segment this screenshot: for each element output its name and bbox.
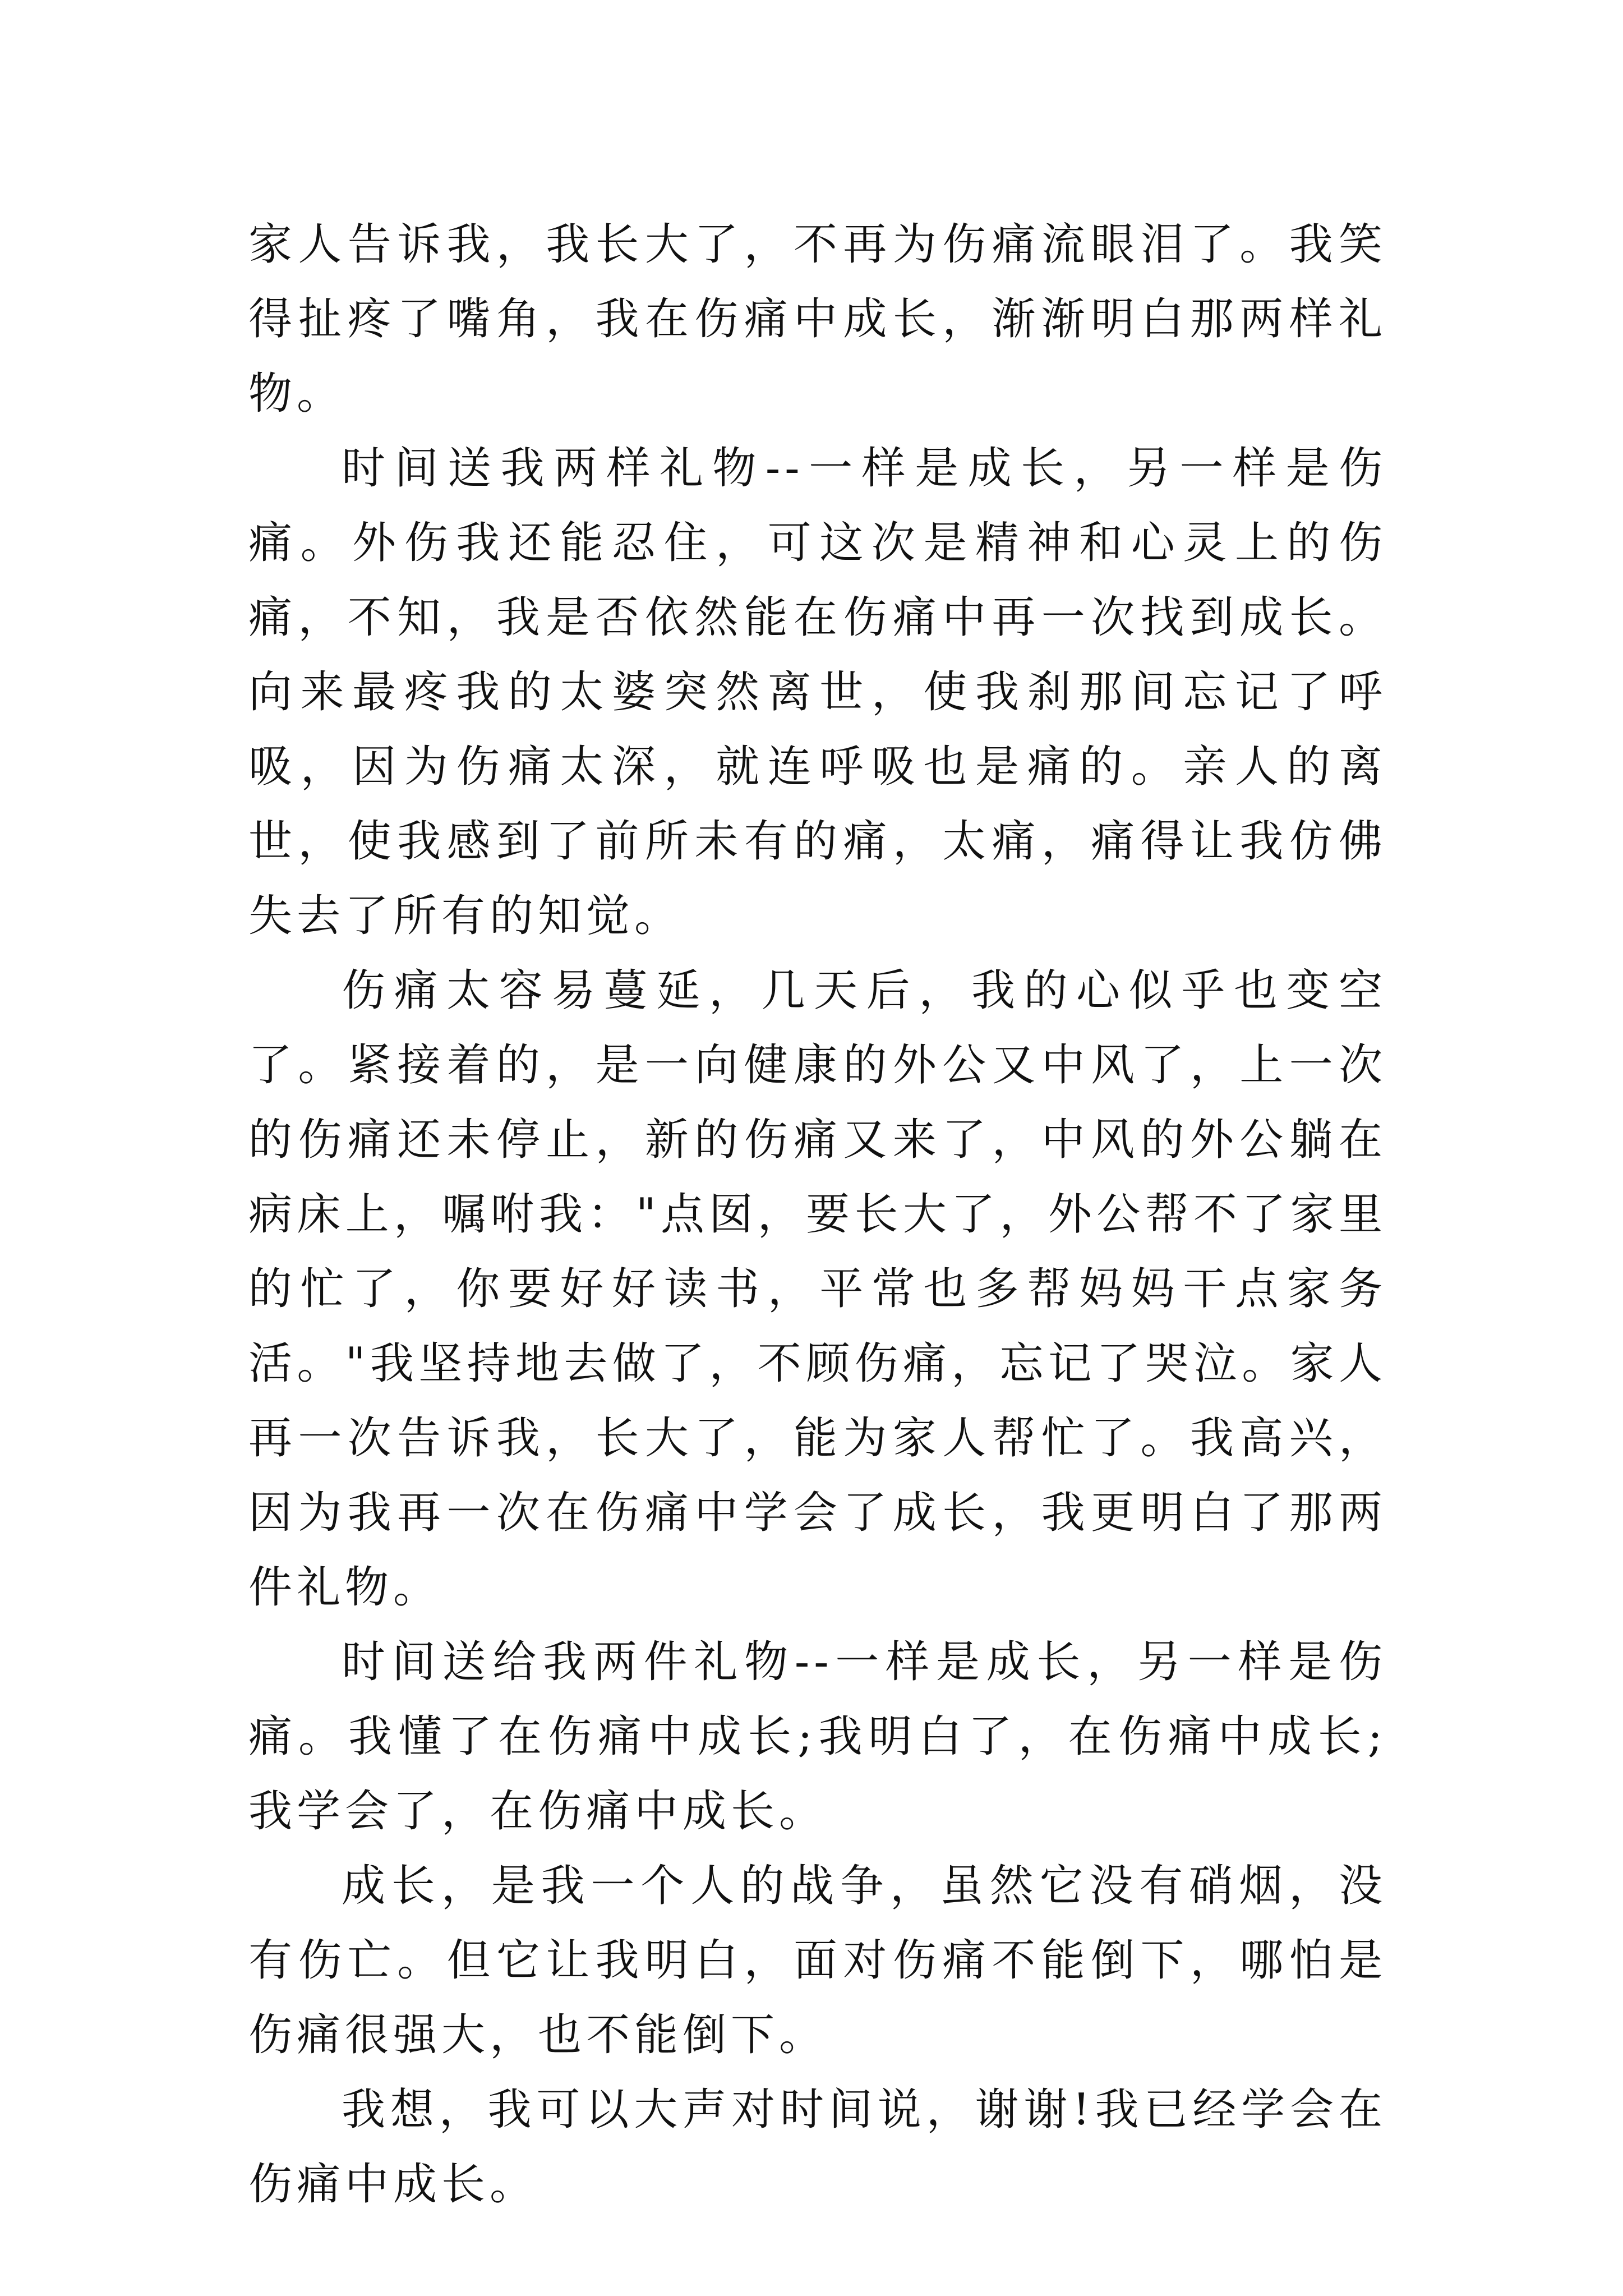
document-body bbox=[248, 208, 1387, 2222]
paragraph: 时间送给我两件礼物--一样是成长，另一样是伤痛。我懂了在伤痛中成长;我明白了，在伤痛中成长;我学会了，在伤痛中成长。 bbox=[248, 1637, 1387, 1837]
paragraph: 成长，是我一个人的战争，虽然它没有硝烟，没有伤亡。但它让我明白，面对伤痛不能倒下，哪怕是伤痛很强大，也不能倒下。 bbox=[248, 1861, 1387, 2060]
paragraph: 时间送我两样礼物--一样是成长，另一样是伤痛。外伤我还能忍住，可这次是精神和心灵上的伤痛，不知，我是否依然能在伤痛中再一次找到成长。向来最疼我的太婆突然离世，使我刹那间忘记了呼吸，因为伤痛太深，就连呼吸也是痛的。亲人的离世，使我感到了前所未有的痛，太痛，痛得让我仿佛失去了所有的知觉。 bbox=[248, 443, 1387, 941]
paragraph: 我想，我可以大声对时间说，谢谢!我已经学会在伤痛中成长。 bbox=[248, 2085, 1387, 2210]
paragraph: 家人告诉我，我长大了，不再为伤痛流眼泪了。我笑得扯疼了嘴角，我在伤痛中成长，渐渐明白那两样礼物。 bbox=[248, 219, 1387, 419]
paragraph: 伤痛太容易蔓延，几天后，我的心似乎也变空了。紧接着的，是一向健康的外公又中风了，上一次的伤痛还未停止，新的伤痛又来了，中风的外公躺在病床上，嘱咐我："点囡，要长大了，外公帮不了家里的忙了，你要好好读书，平常也多帮妈妈干点家务活。"我坚持地去做了，不顾伤痛，忘记了哭泣。家人再一次告诉我，长大了，能为家人帮忙了。我高兴，因为我再一次在伤痛中学会了成长，我更明白了那两件礼物。 bbox=[248, 965, 1387, 1613]
